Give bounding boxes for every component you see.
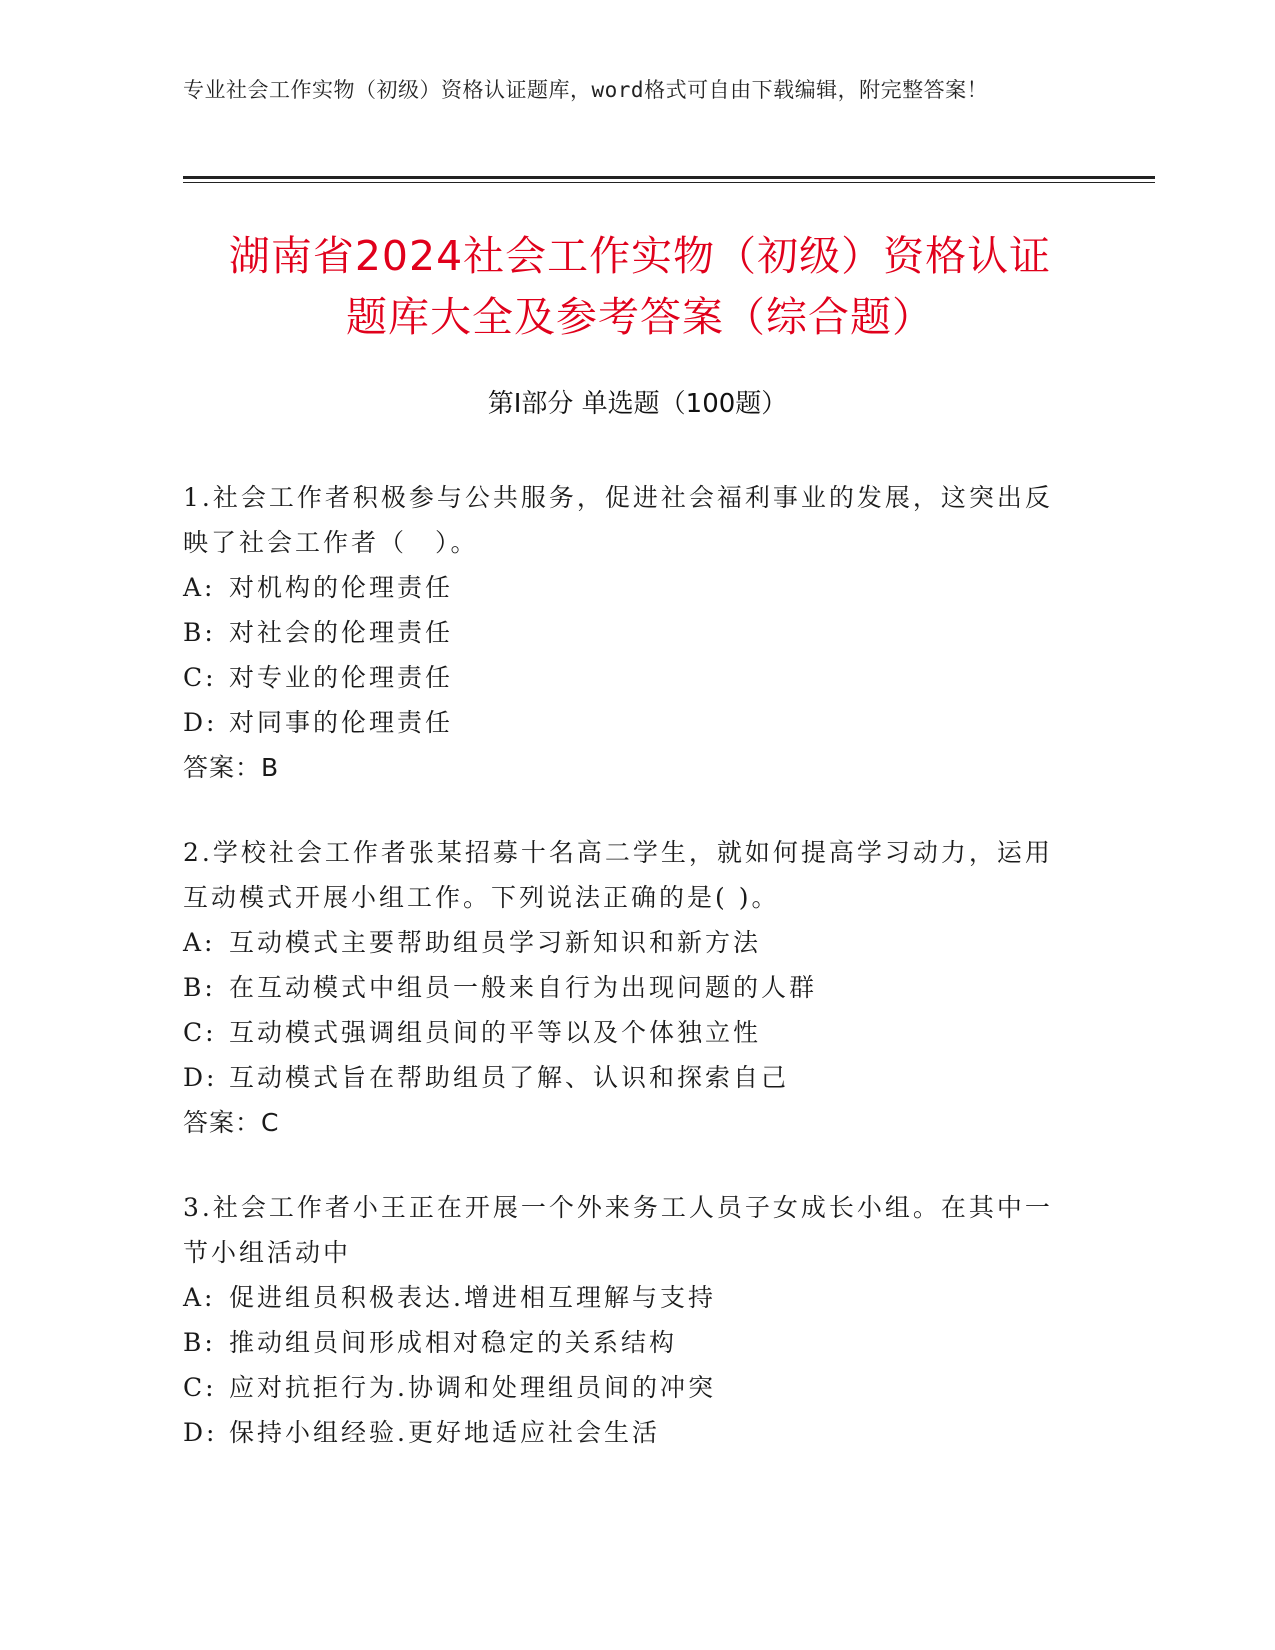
option-a <box>183 920 1063 965</box>
question-list <box>183 475 1063 1495</box>
option-letter: A: <box>183 1283 216 1312</box>
header-rule-thick <box>183 176 1155 179</box>
option-text: 推动组员间形成相对稳定的关系结构 <box>229 1328 678 1357</box>
section-heading: 第Ⅰ部分 单选题（100题） <box>487 389 788 419</box>
option-d <box>183 1055 1063 1100</box>
option-text: 促进组员积极表达.增进相互理解与支持 <box>229 1283 716 1312</box>
document-title-line-2: 题库大全及参考答案（综合题） <box>346 293 934 341</box>
option-c <box>183 1010 1063 1055</box>
option-text: 互动模式主要帮助组员学习新知识和新方法 <box>229 928 762 957</box>
option-letter: B: <box>183 618 216 647</box>
option-letter: B: <box>183 1328 216 1357</box>
option-b <box>183 965 1063 1010</box>
header-rule-thin <box>183 182 1155 183</box>
option-a <box>183 1275 1063 1320</box>
question-2 <box>183 830 1063 1145</box>
option-letter: A: <box>183 928 216 957</box>
option-text: 应对抗拒行为.协调和处理组员间的冲突 <box>229 1373 716 1402</box>
option-text: 对同事的伦理责任 <box>229 708 454 737</box>
option-letter: D: <box>183 1418 218 1447</box>
option-b <box>183 1320 1063 1365</box>
option-letter: C: <box>183 663 217 692</box>
option-letter: B: <box>183 973 216 1002</box>
option-letter: D: <box>183 708 218 737</box>
document-title-line-1: 湖南省2024社会工作实物（初级）资格认证 <box>228 232 1052 280</box>
answer-label: 答案：B <box>183 753 280 782</box>
option-text: 互动模式强调组员间的平等以及个体独立性 <box>229 1018 762 1047</box>
option-text: 保持小组经验.更好地适应社会生活 <box>229 1418 660 1447</box>
option-text: 在互动模式中组员一般来自行为出现问题的人群 <box>229 973 818 1002</box>
option-text: 对机构的伦理责任 <box>229 573 454 602</box>
option-c <box>183 1365 1063 1410</box>
question-stem: 3.社会工作者小王正在开展一个外来务工人员子女成长小组。在其中一节小组活动中 <box>183 1193 1053 1267</box>
question-stem: 2.学校社会工作者张某招募十名高二学生，就如何提高学习动力，运用互动模式开展小组工作。下列说法正确的是( )。 <box>183 838 1053 912</box>
question-stem: 1.社会工作者积极参与公共服务，促进社会福利事业的发展，这突出反映了社会工作者（ ）。 <box>183 483 1053 557</box>
document-title <box>160 226 1120 348</box>
option-d <box>183 1410 1063 1455</box>
option-letter: C: <box>183 1373 217 1402</box>
option-a <box>183 565 1063 610</box>
option-letter: C: <box>183 1018 217 1047</box>
option-text: 对专业的伦理责任 <box>229 663 454 692</box>
option-d <box>183 700 1063 745</box>
option-letter: A: <box>183 573 216 602</box>
option-letter: D: <box>183 1063 218 1092</box>
answer-label: 答案：C <box>183 1108 280 1137</box>
question-3 <box>183 1185 1063 1455</box>
option-c <box>183 655 1063 700</box>
option-b <box>183 610 1063 655</box>
header-note: 专业社会工作实物（初级）资格认证题库，word格式可自由下载编辑，附完整答案！ <box>183 78 989 102</box>
option-text: 互动模式旨在帮助组员了解、认识和探索自己 <box>229 1063 790 1092</box>
option-text: 对社会的伦理责任 <box>229 618 454 647</box>
question-1 <box>183 475 1063 790</box>
